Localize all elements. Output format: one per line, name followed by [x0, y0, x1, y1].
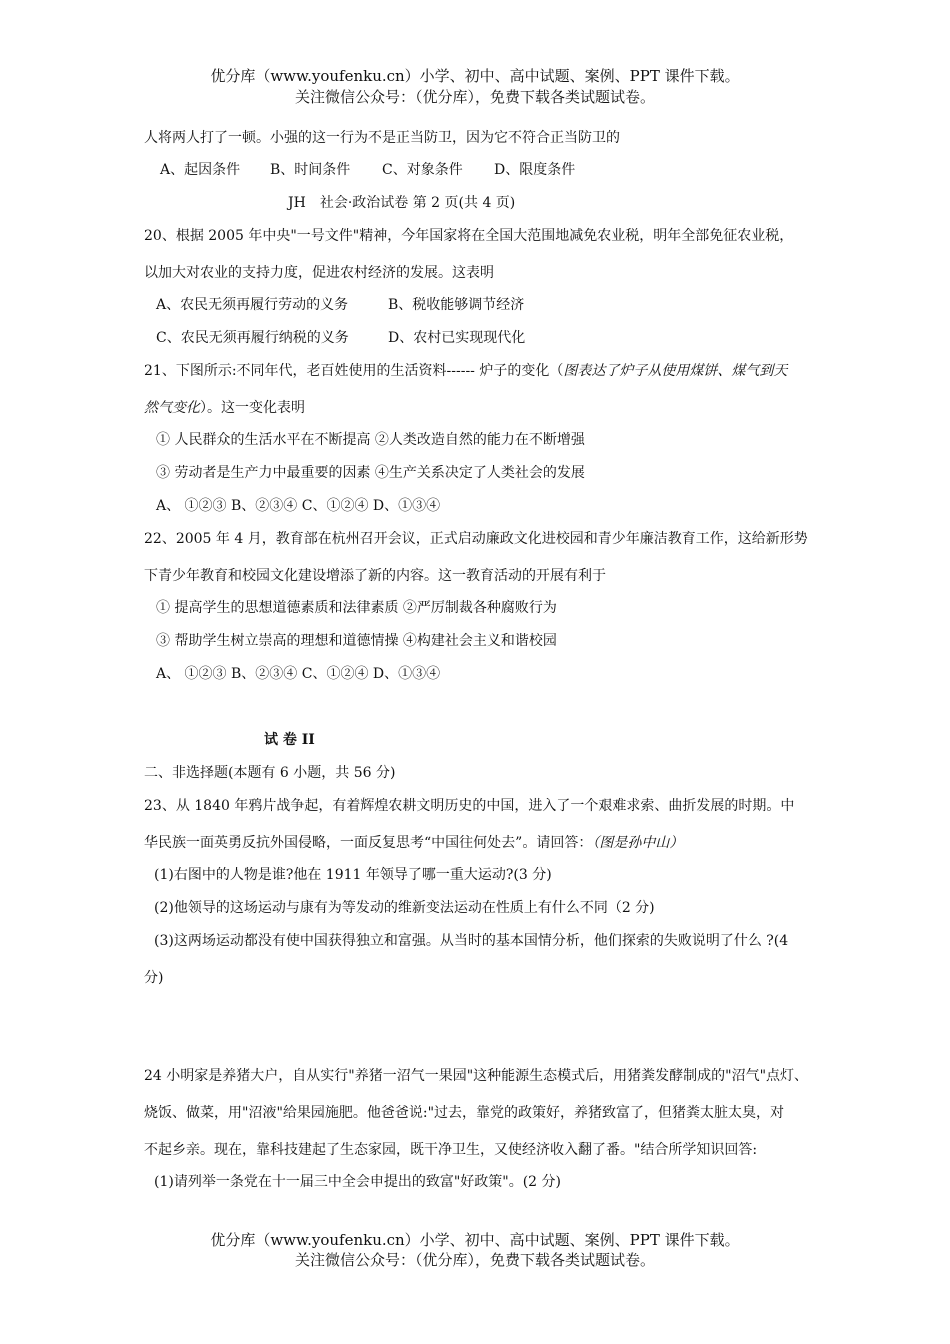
q21-figure-note-1: 图表达了炉子从使用煤饼、煤气到天 — [563, 363, 788, 379]
q20-option-c: C、农民无须再履行纳税的义务 — [156, 330, 349, 346]
q21-stem: 21、下图所示:不同年代，老百姓使用的生活资料------ 炉子的变化（ — [144, 363, 564, 379]
q22-text-2: 下青少年教育和校园文化建设增添了新的内容。这一教育活动的开展有利于 — [144, 568, 606, 584]
q21-figure-note-2: 然气变化 — [144, 400, 200, 416]
q20-text-2: 以加大对农业的支持力度，促进农村经济的发展。这表明 — [144, 265, 494, 281]
header-line-2: 关注微信公众号：（优分库），免费下载各类试题试卷。 — [294, 88, 655, 106]
section-heading: 二、非选择题(本题有 6 小题，共 56 分) — [144, 765, 396, 781]
footer-line-2: 关注微信公众号：（优分库），免费下载各类试题试卷。 — [294, 1251, 655, 1269]
q20-text-1: 20、根据 2005 年中央"一号文件"精神，今年国家将在全国大范围地减免农业税，明年全部免征农业税， — [144, 228, 794, 244]
q24-text-1: 24 小明家是养猪大户，自从实行"养猪一沼气一果园"这种能源生态模式后，用猪粪发酵制成的"沼气"点灯、 — [144, 1068, 809, 1084]
q21-text-1 — [144, 362, 787, 380]
q23-figure-note: （图是孙中山） — [592, 835, 684, 851]
q23-text-1: 23、从 1840 年鸦片战争起，有着辉煌农耕文明历史的中国，进入了一个艰难求索、曲折发展的时期。中 — [144, 798, 795, 814]
q23-stem: 华民族一面英勇反抗外国侵略，一面反复思考“中国往何处去”。请回答： — [144, 835, 593, 851]
q22-options: A、 ①②③ B、②③④ C、①②④ D、①③④ — [156, 666, 441, 682]
q19-option-b: B、时间条件 — [270, 162, 351, 178]
q23-part-2: (2)他领导的这场运动与康有为等发动的维新变法运动在性质上有什么不同（2 分) — [154, 900, 655, 916]
q19-text: 人将两人打了一顿。小强的这一行为不是正当防卫，因为它不符合正当防卫的 — [144, 130, 620, 146]
q21-statement-2: ③ 劳动者是生产力中最重要的因素 ④生产关系决定了人类社会的发展 — [156, 465, 585, 481]
q21-text-2 — [144, 399, 305, 417]
q20-options-row-2 — [156, 329, 525, 347]
q20-options-row-1 — [156, 296, 524, 314]
q23-part-1: (1)右图中的人物是谁?他在 1911 年领导了哪一重大运动?(3 分) — [154, 867, 552, 883]
q19-option-d: D、限度条件 — [494, 162, 576, 178]
q22-statement-1: ① 提高学生的思想道德素质和法律素质 ②严厉制裁各种腐败行为 — [156, 600, 557, 616]
q21-statement-1: ① 人民群众的生活水平在不断提高 ②人类改造自然的能力在不断增强 — [156, 432, 585, 448]
q22-statement-2: ③ 帮助学生树立崇高的理想和道德情操 ④构建社会主义和谐校园 — [156, 633, 557, 649]
q19-options — [160, 161, 575, 179]
q20-option-b: B、税收能够调节经济 — [388, 297, 525, 313]
q24-text-2: 烧饭、做菜，用"沼液"给果园施肥。他爸爸说:"过去，靠党的政策好，养猪致富了，但猪粪太脏太臭，对 — [144, 1105, 785, 1121]
q20-option-d: D、农村已实现现代化 — [388, 330, 526, 346]
header-line-1: 优分库（www.youfenku.cn）小学、初中、高中试题、案例、PPT 课件下载。 — [210, 67, 740, 85]
q23-part-3-end: 分) — [144, 970, 164, 986]
q23-part-3: (3)这两场运动都没有使中国获得独立和富强。从当时的基本国情分析，他们探索的失败说明了什么 ?(4 — [154, 933, 789, 949]
q19-option-c: C、对象条件 — [382, 162, 463, 178]
q21-options: A、 ①②③ B、②③④ C、①②④ D、①③④ — [156, 498, 441, 514]
q19-option-a: A、起因条件 — [160, 162, 241, 178]
section-title: 试 卷 II — [264, 732, 315, 748]
q21-stem-end: ）。这一变化表明 — [200, 400, 305, 416]
q24-part-1: (1)请列举一条党在十一届三中全会申提出的致富"好政策"。(2 分) — [154, 1174, 561, 1190]
q24-text-3: 不起乡亲。现在，靠科技建起了生态家园，既干净卫生，又使经济收入翻了番。"结合所学知识回答: — [144, 1142, 758, 1158]
page-label: JH 社会·政治试卷 第 2 页(共 4 页) — [288, 195, 516, 211]
q23-text-2 — [144, 834, 683, 852]
q20-option-a: A、农民无须再履行劳动的义务 — [156, 297, 349, 313]
q22-text-1: 22、2005 年 4 月，教育部在杭州召开会议，正式启动廉政文化进校园和青少年廉洁教育工作，这给新形势 — [144, 531, 808, 547]
footer-line-1: 优分库（www.youfenku.cn）小学、初中、高中试题、案例、PPT 课件下载。 — [210, 1231, 740, 1249]
